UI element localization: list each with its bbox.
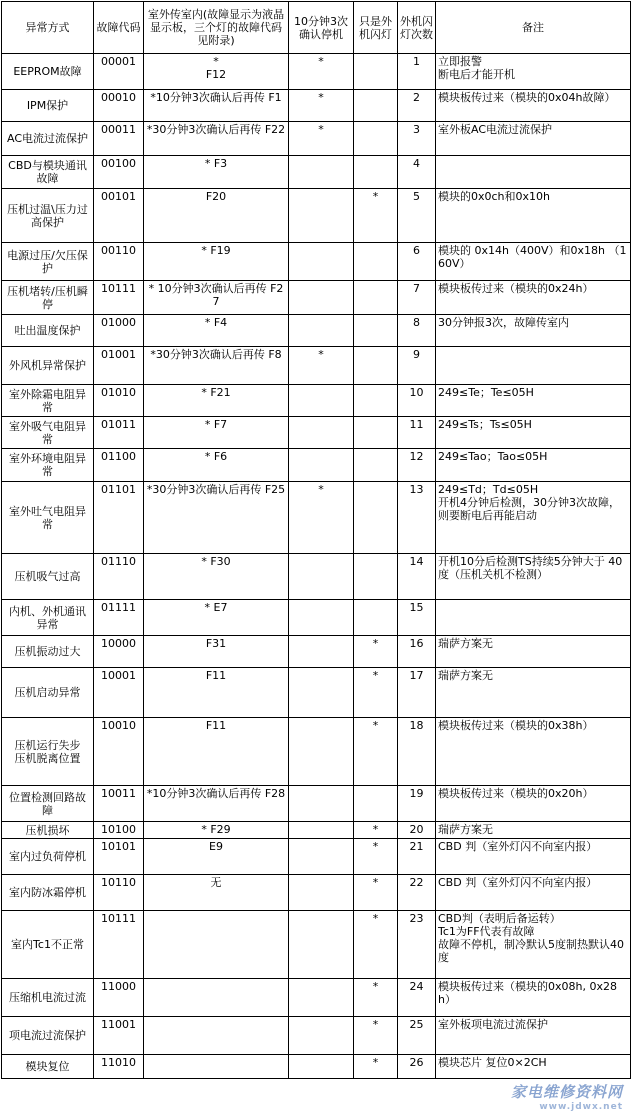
fault-mode-cell: 外风机异常保护 xyxy=(2,347,94,385)
header-indoor: 室外传室内(故障显示为液晶显示板，三个灯的故障代码见附录) xyxy=(144,2,289,54)
confirm-stop-cell xyxy=(289,417,354,449)
light-only-cell xyxy=(354,449,398,482)
header-remark: 备注 xyxy=(436,2,631,54)
flash-count-cell: 18 xyxy=(398,718,436,786)
confirm-stop-cell xyxy=(289,636,354,668)
light-only-cell xyxy=(354,243,398,281)
remark-cell: 249≤Te；Te≤05H xyxy=(436,385,631,417)
flash-count-cell: 26 xyxy=(398,1055,436,1079)
light-only-cell: * xyxy=(354,839,398,875)
fault-mode-cell: 位置检测回路故障 xyxy=(2,786,94,822)
fault-code-cell: 10110 xyxy=(94,875,144,911)
fault-code-cell: 10111 xyxy=(94,281,144,315)
fault-code-cell: 10111 xyxy=(94,911,144,979)
indoor-code-cell: F31 xyxy=(144,636,289,668)
fault-mode-cell: 压机吸气过高 xyxy=(2,554,94,600)
confirm-stop-cell xyxy=(289,979,354,1017)
flash-count-cell: 12 xyxy=(398,449,436,482)
indoor-code-cell: *30分钟3次确认后再传 F8 xyxy=(144,347,289,385)
confirm-stop-cell xyxy=(289,786,354,822)
flash-count-cell: 22 xyxy=(398,875,436,911)
fault-mode-cell: 项电流过流保护 xyxy=(2,1017,94,1055)
fault-mode-cell: 室外吐气电阻异常 xyxy=(2,482,94,554)
fault-code-cell: 00001 xyxy=(94,54,144,90)
fault-code-cell: 10000 xyxy=(94,636,144,668)
watermark-url: www.jdwx.net xyxy=(511,1102,623,1112)
table-row xyxy=(2,243,631,281)
table-row xyxy=(2,718,631,786)
confirm-stop-cell: * xyxy=(289,90,354,122)
flash-count-cell: 3 xyxy=(398,122,436,156)
fault-code-cell: 01100 xyxy=(94,449,144,482)
remark-cell: CBD 判（室外灯闪不向室内报） xyxy=(436,839,631,875)
confirm-stop-cell: * xyxy=(289,482,354,554)
confirm-stop-cell xyxy=(289,822,354,839)
header-flash-count: 外机闪灯次数 xyxy=(398,2,436,54)
confirm-stop-cell xyxy=(289,839,354,875)
remark-cell: 立即报警 断电后才能开机 xyxy=(436,54,631,90)
flash-count-cell: 1 xyxy=(398,54,436,90)
table-row xyxy=(2,786,631,822)
table-row xyxy=(2,482,631,554)
indoor-code-cell xyxy=(144,1055,289,1079)
indoor-code-cell: F20 xyxy=(144,189,289,243)
confirm-stop-cell xyxy=(289,281,354,315)
flash-count-cell: 8 xyxy=(398,315,436,347)
fault-code-cell: 01011 xyxy=(94,417,144,449)
indoor-code-cell: * F3 xyxy=(144,156,289,189)
remark-cell: 开机10分后检测TS持续5分钟大于 40度（压机关机不检测） xyxy=(436,554,631,600)
indoor-code-cell xyxy=(144,1017,289,1055)
indoor-code-cell xyxy=(144,911,289,979)
flash-count-cell: 15 xyxy=(398,600,436,636)
remark-cell: 模块板传过来（模块的0x04h故障） xyxy=(436,90,631,122)
fault-code-cell: 01101 xyxy=(94,482,144,554)
fault-mode-cell: IPM保护 xyxy=(2,90,94,122)
light-only-cell: * xyxy=(354,875,398,911)
confirm-stop-cell xyxy=(289,875,354,911)
remark-cell: 瑞萨方案无 xyxy=(436,668,631,718)
flash-count-cell: 9 xyxy=(398,347,436,385)
table-row xyxy=(2,1017,631,1055)
fault-mode-cell: CBD与模块通讯故障 xyxy=(2,156,94,189)
remark-cell: 室外板AC电流过流保护 xyxy=(436,122,631,156)
table-row xyxy=(2,156,631,189)
fault-mode-cell: 压机堵转/压机瞬停 xyxy=(2,281,94,315)
indoor-code-cell: * F29 xyxy=(144,822,289,839)
remark-cell: 模块板传过来（模块的0x24h） xyxy=(436,281,631,315)
table-row xyxy=(2,636,631,668)
confirm-stop-cell xyxy=(289,668,354,718)
table-row xyxy=(2,1055,631,1079)
table-row xyxy=(2,911,631,979)
fault-mode-cell: 室内防冰霜停机 xyxy=(2,875,94,911)
table-row xyxy=(2,281,631,315)
remark-cell: 模块板传过来（模块的0x08h, 0x28h） xyxy=(436,979,631,1017)
confirm-stop-cell xyxy=(289,1017,354,1055)
confirm-stop-cell: * xyxy=(289,54,354,90)
fault-mode-cell: 压机启动异常 xyxy=(2,668,94,718)
light-only-cell xyxy=(354,600,398,636)
table-row xyxy=(2,839,631,875)
light-only-cell xyxy=(354,554,398,600)
table-row xyxy=(2,668,631,718)
fault-mode-cell: 吐出温度保护 xyxy=(2,315,94,347)
fault-code-cell: 00110 xyxy=(94,243,144,281)
light-only-cell xyxy=(354,156,398,189)
indoor-code-cell: *10分钟3次确认后再传 F1 xyxy=(144,90,289,122)
table-row xyxy=(2,347,631,385)
remark-cell: 模块板传过来（模块的0x20h） xyxy=(436,786,631,822)
indoor-code-cell: * F12 xyxy=(144,54,289,90)
flash-count-cell: 7 xyxy=(398,281,436,315)
confirm-stop-cell xyxy=(289,1055,354,1079)
confirm-stop-cell xyxy=(289,911,354,979)
confirm-stop-cell xyxy=(289,189,354,243)
watermark-text: 家电维修资料网 xyxy=(511,1083,623,1101)
light-only-cell: * xyxy=(354,189,398,243)
fault-code-cell: 01001 xyxy=(94,347,144,385)
fault-code-cell: 11000 xyxy=(94,979,144,1017)
indoor-code-cell: *10分钟3次确认后再传 F28 xyxy=(144,786,289,822)
remark-cell: CBD判（表明后备运转） Tc1为FF代表有故障 故障不停机，制冷默认5度制热默认40度 xyxy=(436,911,631,979)
table-row xyxy=(2,189,631,243)
confirm-stop-cell xyxy=(289,385,354,417)
fault-code-cell: 00010 xyxy=(94,90,144,122)
indoor-code-cell xyxy=(144,979,289,1017)
confirm-stop-cell xyxy=(289,600,354,636)
header-row xyxy=(2,2,631,54)
table-row xyxy=(2,822,631,839)
fault-mode-cell: 电源过压/欠压保护 xyxy=(2,243,94,281)
indoor-code-cell: * F6 xyxy=(144,449,289,482)
remark-cell: 模块芯片 复位0×2CH xyxy=(436,1055,631,1079)
confirm-stop-cell xyxy=(289,554,354,600)
fault-mode-cell: AC电流过流保护 xyxy=(2,122,94,156)
confirm-stop-cell xyxy=(289,315,354,347)
fault-code-cell: 00101 xyxy=(94,189,144,243)
light-only-cell xyxy=(354,786,398,822)
confirm-stop-cell xyxy=(289,243,354,281)
light-only-cell xyxy=(354,122,398,156)
fault-code-cell: 01110 xyxy=(94,554,144,600)
table-row xyxy=(2,90,631,122)
confirm-stop-cell xyxy=(289,718,354,786)
confirm-stop-cell: * xyxy=(289,122,354,156)
indoor-code-cell: *30分钟3次确认后再传 F25 xyxy=(144,482,289,554)
fault-mode-cell: 压机过温\压力过高保护 xyxy=(2,189,94,243)
fault-code-cell: 11010 xyxy=(94,1055,144,1079)
header-confirm: 10分钟3次确认停机 xyxy=(289,2,354,54)
remark-cell: 249≤Tao；Tao≤05H xyxy=(436,449,631,482)
remark-cell: 249≤Td；Td≤05H 开机4分钟后检测，30分钟3次故障，则要断电后再能启动 xyxy=(436,482,631,554)
flash-count-cell: 14 xyxy=(398,554,436,600)
remark-cell: 室外板项电流过流保护 xyxy=(436,1017,631,1055)
indoor-code-cell: * F19 xyxy=(144,243,289,281)
flash-count-cell: 6 xyxy=(398,243,436,281)
indoor-code-cell: * E7 xyxy=(144,600,289,636)
indoor-code-cell: * F30 xyxy=(144,554,289,600)
light-only-cell: * xyxy=(354,718,398,786)
fault-code-cell: 10010 xyxy=(94,718,144,786)
table-row xyxy=(2,385,631,417)
fault-code-cell: 10011 xyxy=(94,786,144,822)
flash-count-cell: 23 xyxy=(398,911,436,979)
indoor-code-cell: * F4 xyxy=(144,315,289,347)
light-only-cell: * xyxy=(354,1017,398,1055)
table-row xyxy=(2,554,631,600)
indoor-code-cell: 无 xyxy=(144,875,289,911)
fault-mode-cell: 室内Tc1不正常 xyxy=(2,911,94,979)
table-row xyxy=(2,979,631,1017)
watermark-logo xyxy=(511,1081,623,1112)
flash-count-cell: 19 xyxy=(398,786,436,822)
indoor-code-cell: F11 xyxy=(144,718,289,786)
table-row xyxy=(2,449,631,482)
fault-code-cell: 01000 xyxy=(94,315,144,347)
flash-count-cell: 16 xyxy=(398,636,436,668)
remark-cell: CBD 判（室外灯闪不向室内报） xyxy=(436,875,631,911)
fault-mode-cell: 压机损坏 xyxy=(2,822,94,839)
light-only-cell xyxy=(354,315,398,347)
flash-count-cell: 21 xyxy=(398,839,436,875)
light-only-cell xyxy=(354,417,398,449)
indoor-code-cell: F11 xyxy=(144,668,289,718)
fault-code-cell: 01111 xyxy=(94,600,144,636)
fault-mode-cell: 室外除霜电阻异常 xyxy=(2,385,94,417)
light-only-cell xyxy=(354,347,398,385)
flash-count-cell: 20 xyxy=(398,822,436,839)
flash-count-cell: 17 xyxy=(398,668,436,718)
flash-count-cell: 24 xyxy=(398,979,436,1017)
fault-mode-cell: 室内过负荷停机 xyxy=(2,839,94,875)
fault-mode-cell: 模块复位 xyxy=(2,1055,94,1079)
fault-mode-cell: 压缩机电流过流 xyxy=(2,979,94,1017)
header-code: 故障代码 xyxy=(94,2,144,54)
fault-code-cell: 01010 xyxy=(94,385,144,417)
remark-cell xyxy=(436,347,631,385)
fault-code-cell: 11001 xyxy=(94,1017,144,1055)
light-only-cell: * xyxy=(354,979,398,1017)
remark-cell: 模块的 0x14h（400V）和0x18h （160V） xyxy=(436,243,631,281)
fault-code-cell: 00011 xyxy=(94,122,144,156)
header-light-only: 只是外机闪灯 xyxy=(354,2,398,54)
light-only-cell: * xyxy=(354,1055,398,1079)
table-row xyxy=(2,417,631,449)
flash-count-cell: 11 xyxy=(398,417,436,449)
fault-mode-cell: EEPROM故障 xyxy=(2,54,94,90)
fault-mode-cell: 室外吸气电阻异常 xyxy=(2,417,94,449)
confirm-stop-cell: * xyxy=(289,347,354,385)
fault-code-cell: 10101 xyxy=(94,839,144,875)
light-only-cell xyxy=(354,54,398,90)
remark-cell: 瑞萨方案无 xyxy=(436,636,631,668)
light-only-cell: * xyxy=(354,668,398,718)
light-only-cell xyxy=(354,482,398,554)
indoor-code-cell: * 10分钟3次确认后再传 F27 xyxy=(144,281,289,315)
light-only-cell: * xyxy=(354,911,398,979)
indoor-code-cell: *30分钟3次确认后再传 F22 xyxy=(144,122,289,156)
flash-count-cell: 25 xyxy=(398,1017,436,1055)
flash-count-cell: 4 xyxy=(398,156,436,189)
table-row xyxy=(2,600,631,636)
remark-cell xyxy=(436,156,631,189)
light-only-cell xyxy=(354,90,398,122)
remark-cell: 瑞萨方案无 xyxy=(436,822,631,839)
table-row xyxy=(2,54,631,90)
fault-code-cell: 10001 xyxy=(94,668,144,718)
indoor-code-cell: * F7 xyxy=(144,417,289,449)
light-only-cell: * xyxy=(354,636,398,668)
remark-cell: 249≤Ts；Ts≤05H xyxy=(436,417,631,449)
indoor-code-cell: * F21 xyxy=(144,385,289,417)
light-only-cell: * xyxy=(354,822,398,839)
flash-count-cell: 5 xyxy=(398,189,436,243)
remark-cell: 30分钟报3次，故障传室内 xyxy=(436,315,631,347)
fault-code-cell: 00100 xyxy=(94,156,144,189)
confirm-stop-cell xyxy=(289,156,354,189)
remark-cell: 模块的0x0ch和0x10h xyxy=(436,189,631,243)
fault-code-cell: 10100 xyxy=(94,822,144,839)
remark-cell: 模块板传过来（模块的0x38h） xyxy=(436,718,631,786)
confirm-stop-cell xyxy=(289,449,354,482)
fault-mode-cell: 室外环境电阻异常 xyxy=(2,449,94,482)
light-only-cell xyxy=(354,385,398,417)
fault-mode-cell: 内机、外机通讯异常 xyxy=(2,600,94,636)
header-mode: 异常方式 xyxy=(2,2,94,54)
flash-count-cell: 13 xyxy=(398,482,436,554)
remark-cell xyxy=(436,600,631,636)
fault-code-table xyxy=(1,1,631,1079)
table-row xyxy=(2,122,631,156)
indoor-code-cell: E9 xyxy=(144,839,289,875)
fault-mode-cell: 压机振动过大 xyxy=(2,636,94,668)
table-row xyxy=(2,315,631,347)
table-row xyxy=(2,875,631,911)
flash-count-cell: 10 xyxy=(398,385,436,417)
fault-mode-cell: 压机运行失步 压机脱离位置 xyxy=(2,718,94,786)
light-only-cell xyxy=(354,281,398,315)
flash-count-cell: 2 xyxy=(398,90,436,122)
